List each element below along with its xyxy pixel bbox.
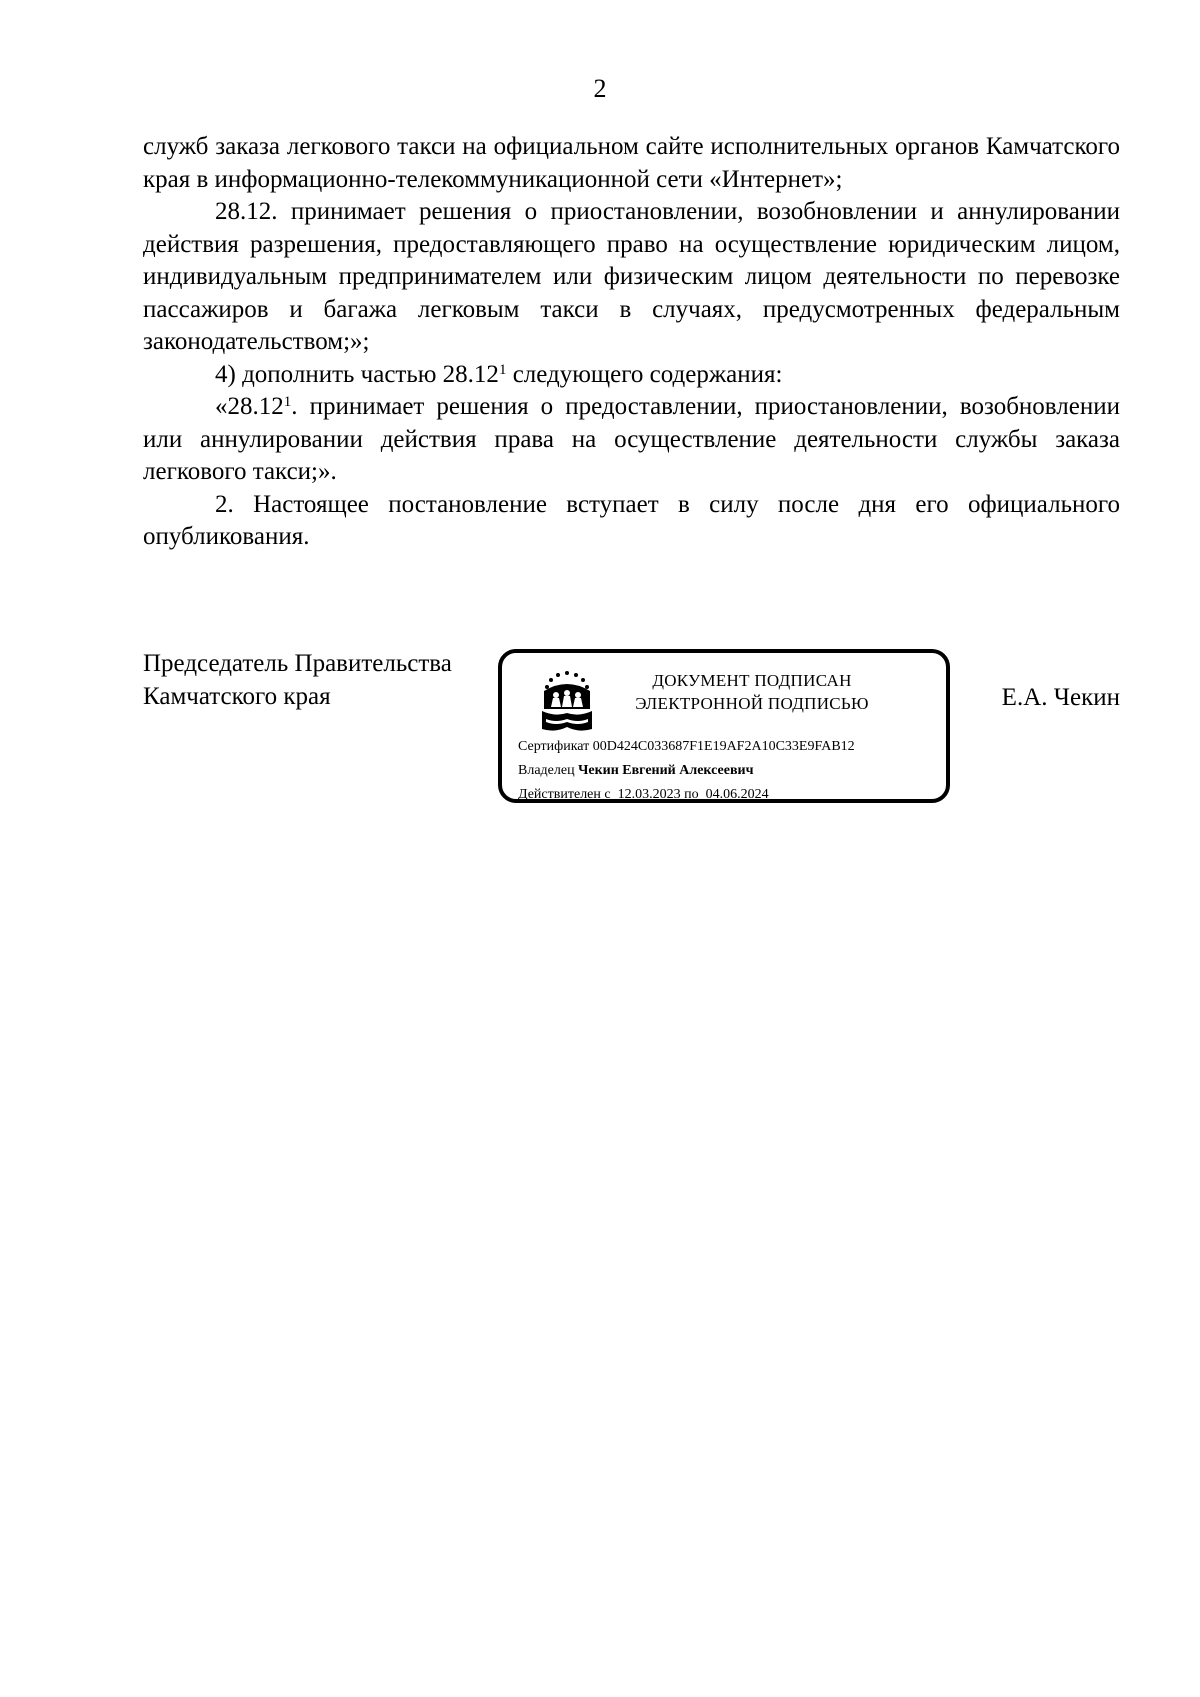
superscript: 1 <box>283 394 292 410</box>
signer-position <box>143 647 452 713</box>
stamp-certificate-label: Сертификат <box>518 739 590 754</box>
superscript: 1 <box>498 361 507 378</box>
paragraph-28-12-1 <box>143 391 1120 489</box>
stamp-certificate <box>518 738 855 756</box>
stamp-valid-to-label: по <box>684 787 699 802</box>
electronic-signature-stamp <box>498 649 950 803</box>
stamp-owner-value: Чекин Евгений Алексеевич <box>578 763 754 778</box>
page-number: 2 <box>593 74 607 103</box>
stamp-valid-from: 12.03.2023 <box>617 787 681 802</box>
document-body <box>143 131 1120 554</box>
signer-position-line2: Камчатского края <box>143 683 331 710</box>
stamp-owner <box>518 762 753 780</box>
paragraph-28-12: 28.12. принимает решения о приостановлении, возобновлении и аннулировании действия разрешения, предоставляющего право на осуществление юридическим лицом, индивидуальным предпринимателем или физическим лицом деятельности по перевозке пассажиров и багажа легковым такси в случаях, предусмотренных федеральным законодательством;»; <box>143 198 1120 355</box>
paragraph-28-12-1-number: «28.12 <box>215 393 284 420</box>
stamp-title-line1: ДОКУМЕНТ ПОДПИСАН <box>652 671 852 690</box>
signer-name: Е.А. Чекин <box>1001 684 1120 711</box>
paragraph-28-12-1-text: . принимает решения о предоставлении, приостановлении, возобновлении или аннулировании действия права на осуществление деятельности службы заказа легкового такси;». <box>143 393 1120 485</box>
stamp-valid-to: 04.06.2024 <box>705 787 769 802</box>
stamp-title-line2: ЭЛЕКТРОННОЙ ПОДПИСЬЮ <box>635 694 869 713</box>
paragraph-item-4-text-end: следующего содержания: <box>506 360 783 388</box>
paragraph-continuation: служб заказа легкового такси на официальном сайте исполнительных органов Камчатского края в информационно-телекоммуникационной сети «Интернет»; <box>143 133 1120 193</box>
paragraph-item-4 <box>143 359 1120 392</box>
stamp-validity <box>518 786 769 804</box>
stamp-owner-label: Владелец <box>518 763 575 778</box>
stamp-valid-label: Действителен с <box>518 787 611 802</box>
signer-position-line1: Председатель Правительства <box>143 650 452 677</box>
paragraph-item-2: 2. Настоящее постановление вступает в силу после дня его официального опубликования. <box>143 490 1120 550</box>
paragraph-item-4-text: 4) дополнить частью 28.12 <box>215 360 499 388</box>
stamp-title <box>622 669 882 715</box>
kamchatka-coat-of-arms-icon <box>538 669 596 733</box>
stamp-certificate-value: 00D424C033687F1E19AF2A10C33E9FAB12 <box>592 739 855 754</box>
